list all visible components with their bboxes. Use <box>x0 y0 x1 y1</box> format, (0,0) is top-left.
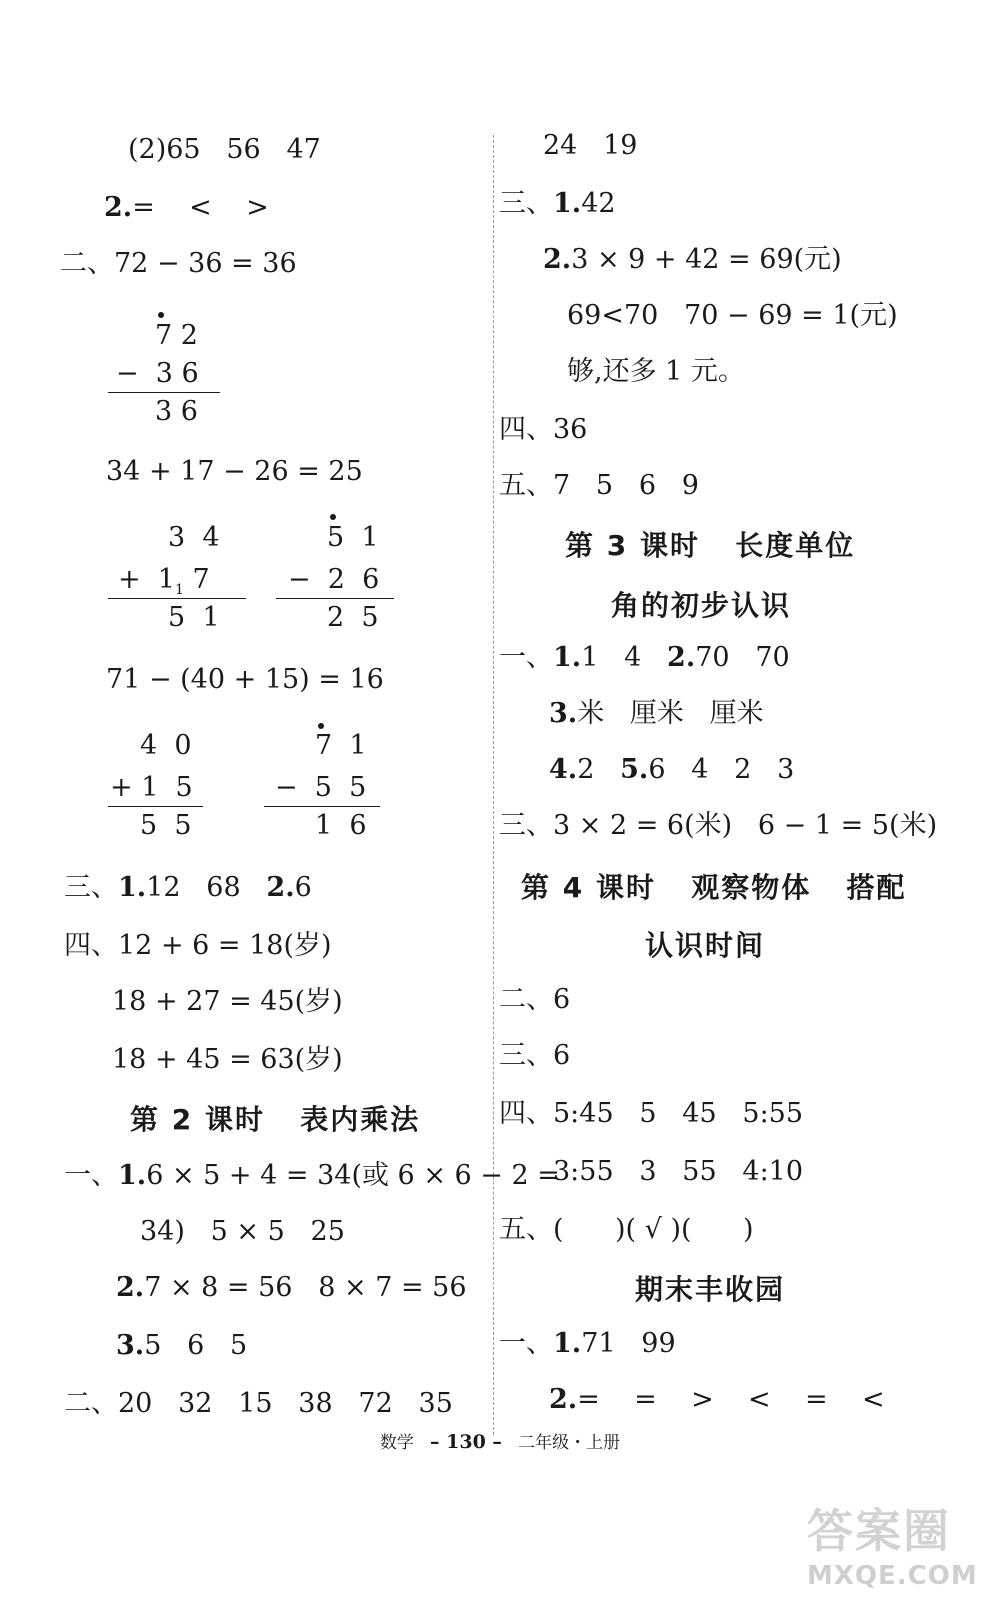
item-number: 4. <box>549 754 578 785</box>
item-number: 1. <box>553 188 582 219</box>
answer-line: 五、( )( √ )( ) <box>499 1214 754 1245</box>
answer-line: 二、20 32 15 38 72 35 <box>64 1388 453 1419</box>
answer-line: 3:55 3 55 4:10 <box>553 1156 804 1187</box>
section-heading: 认识时间 <box>645 929 766 962</box>
section-label: 三、 <box>64 872 118 903</box>
calc-row: 2 5 <box>327 602 379 633</box>
calc-row: 1 6 <box>315 810 367 841</box>
item-number: 2. <box>266 872 295 903</box>
calc-row: 7 2 <box>155 320 198 351</box>
answer-line <box>499 1328 676 1360</box>
answer-line <box>499 188 616 220</box>
item-number: 1. <box>118 1160 147 1191</box>
answer-line: 四、5:45 5 45 5:55 <box>499 1098 804 1129</box>
answer-line: 34 + 17 − 26 = 25 <box>106 456 363 487</box>
item-number: 2. <box>549 1384 578 1415</box>
carry-dot <box>318 723 324 729</box>
item-number: 2. <box>667 642 696 673</box>
answer-line: 二、6 <box>499 984 571 1015</box>
answer-line: 二、72 − 36 = 36 <box>60 248 297 279</box>
calc-row: 3 4 <box>168 522 220 553</box>
section-heading: 角的初步认识 <box>611 589 792 622</box>
answer-line: 71 − (40 + 15) = 16 <box>106 664 384 695</box>
answer-text: 71 99 <box>581 1328 676 1359</box>
answer-line <box>104 192 269 224</box>
calc-row: 5 1 <box>327 522 379 553</box>
calc-row: 5 5 <box>140 810 192 841</box>
answer-text: 7 × 8 = 56 8 × 7 = 56 <box>144 1272 467 1303</box>
answer-line: 四、36 <box>499 414 588 445</box>
item-number: 1. <box>553 1328 582 1359</box>
carry-digit: 1 <box>174 582 184 598</box>
carry-dot <box>158 312 164 318</box>
section-label: 三、 <box>499 188 553 219</box>
calc-text: + 1 <box>118 564 175 595</box>
answer-text: 6 <box>294 872 312 903</box>
answer-line <box>549 754 794 786</box>
answer-text: 5 6 5 <box>144 1330 248 1361</box>
calc-row: − 5 5 <box>275 772 367 803</box>
answer-line: 69<70 70 − 69 = 1(元) <box>567 300 898 331</box>
answer-text: 12 68 <box>146 872 267 903</box>
item-number: 1. <box>118 872 147 903</box>
section-heading: 第 3 课时 长度单位 <box>565 529 856 562</box>
answer-text: 70 70 <box>695 642 790 673</box>
answer-line: 18 + 27 = 45(岁) <box>112 986 343 1017</box>
right-column <box>495 0 1000 1460</box>
answer-line <box>116 1330 247 1362</box>
calc-rule <box>276 598 394 599</box>
calc-rule <box>108 806 203 807</box>
section-label: 一、 <box>499 642 553 673</box>
calc-row: 3 6 <box>155 396 198 427</box>
item-number: 2. <box>116 1272 145 1303</box>
answer-line: 够,还多 1 元。 <box>567 356 745 387</box>
footer-subject: 数学 <box>379 1433 414 1453</box>
answer-text: = = > < = < <box>577 1384 885 1415</box>
answer-text: 42 <box>581 188 616 219</box>
footer-grade: 二年级・上册 <box>518 1433 621 1453</box>
watermark-logo: 答案圈 <box>807 1504 951 1558</box>
watermark <box>807 1495 982 1590</box>
section-heading: 第 4 课时 观察物体 搭配 <box>521 871 907 904</box>
answer-text: 3 × 9 + 42 = 69(元) <box>571 244 842 275</box>
item-number: 1. <box>553 642 582 673</box>
calc-row: + 1 5 <box>110 772 193 803</box>
answer-text: 6 × 5 + 4 = 34(或 6 × 6 − 2 = <box>146 1160 560 1191</box>
calc-row: 7 1 <box>315 730 367 761</box>
answer-line <box>549 698 764 730</box>
answer-text: 2 <box>577 754 621 785</box>
answer-text: 米 厘米 厘米 <box>577 698 764 729</box>
answer-text: 1 4 <box>581 642 668 673</box>
answer-line <box>499 642 790 674</box>
answer-line <box>64 872 312 904</box>
answer-text: = < > <box>132 192 269 223</box>
page-number: – 130 – <box>430 1431 502 1453</box>
item-number: 2. <box>543 244 572 275</box>
calc-row: 5 1 <box>168 602 220 633</box>
answer-line: 三、3 × 2 = 6(米) 6 − 1 = 5(米) <box>499 810 938 841</box>
section-label: 一、 <box>499 1328 553 1359</box>
section-heading: 第 2 课时 表内乘法 <box>130 1103 421 1136</box>
item-number: 3. <box>549 698 578 729</box>
watermark-url: MXQE.COM <box>807 1561 978 1591</box>
calc-rule <box>264 806 380 807</box>
calc-text: 7 <box>183 564 210 595</box>
answer-line: (2)65 56 47 <box>128 134 321 165</box>
answer-line <box>543 244 842 276</box>
item-number: 5. <box>620 754 649 785</box>
answer-text: 6 4 2 3 <box>648 754 795 785</box>
page-footer <box>0 1428 1000 1453</box>
calc-row <box>118 564 210 606</box>
item-number: 3. <box>116 1330 145 1361</box>
column-divider <box>493 135 494 1435</box>
calc-row: − 3 6 <box>116 358 199 389</box>
answer-line <box>116 1272 467 1304</box>
answer-line: 34) 5 × 5 25 <box>140 1216 345 1247</box>
item-number: 2. <box>104 192 133 223</box>
answer-line <box>549 1384 885 1416</box>
calc-rule <box>108 598 246 599</box>
carry-dot <box>330 514 336 520</box>
section-heading: 期末丰收园 <box>635 1273 786 1306</box>
calc-rule <box>108 392 220 393</box>
section-label: 一、 <box>64 1160 118 1191</box>
calc-row: − 2 6 <box>288 564 380 595</box>
answer-line: 五、7 5 6 9 <box>499 470 699 501</box>
answer-line: 24 19 <box>543 130 638 161</box>
answer-line: 四、12 + 6 = 18(岁) <box>64 930 332 961</box>
answer-line: 18 + 45 = 63(岁) <box>112 1044 343 1075</box>
answer-line <box>64 1160 560 1192</box>
calc-row: 4 0 <box>140 730 192 761</box>
answer-line: 三、6 <box>499 1040 571 1071</box>
